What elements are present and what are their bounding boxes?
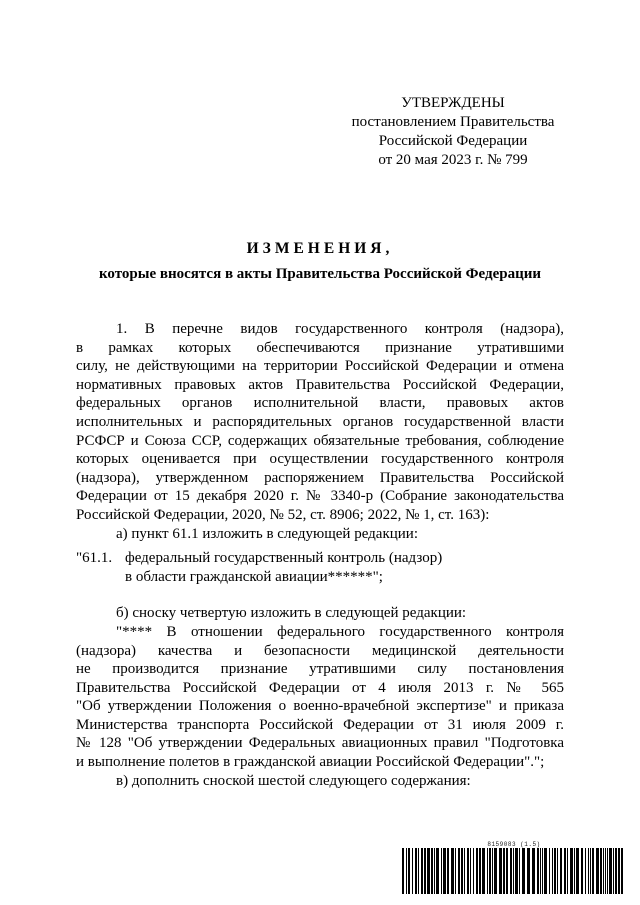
barcode-number: 8159083 (1.5) bbox=[487, 841, 541, 848]
text-line: не производится признание утратившими силу постановления bbox=[76, 661, 564, 678]
text-line: 1. В перечне видов государственного контроля (надзора), bbox=[116, 321, 564, 337]
paragraph-2 bbox=[76, 623, 564, 772]
text-line: в рамках которых обеспечиваются признание утратившими bbox=[76, 339, 564, 356]
text-line: нормативных правовых актов Правительства Российской Федерации, bbox=[76, 376, 564, 393]
subpoint-b: б) сноску четвертую изложить в следующей редакции: bbox=[116, 605, 467, 622]
barcode-icon bbox=[402, 848, 626, 894]
approval-line: Российской Федерации bbox=[378, 133, 528, 149]
item-text bbox=[125, 549, 442, 586]
text-line: (надзора) качества и безопасности медицинской деятельности bbox=[76, 642, 564, 659]
subpoint-a: а) пункт 61.1 изложить в следующей редакции: bbox=[116, 525, 418, 542]
text-line: которых оценивается при осуществлении государственного контроля bbox=[76, 451, 564, 468]
item-number: "61.1. bbox=[76, 550, 113, 567]
text-line: федеральных органов исполнительной власти, правовых актов bbox=[76, 395, 564, 412]
text-line: № 128 "Об утверждении Федеральных авиационных правил "Подготовка bbox=[76, 735, 564, 752]
text-line: федеральный государственный контроль (надзор) bbox=[125, 550, 443, 567]
text-line: Российской Федерации, 2020, № 52, ст. 8906; 2022, № 1, ст. 163): bbox=[76, 506, 490, 523]
barcode-block bbox=[402, 841, 626, 894]
text-line: и выполнение полетов в гражданской авиации Российской Федерации"."; bbox=[76, 754, 545, 771]
paragraph-1 bbox=[76, 320, 564, 525]
subpoint-v: в) дополнить сноской шестой следующего содержания: bbox=[116, 772, 471, 789]
approval-date: от 20 мая 2023 г. № 799 bbox=[378, 152, 528, 168]
text-line: силу, не действующими на территории Российской Федерации и отмена bbox=[76, 358, 564, 375]
text-line: РСФСР и Союза ССР, содержащих обязательные требования, соблюдение bbox=[76, 432, 564, 449]
list-item-61-1 bbox=[76, 549, 564, 586]
text-line: "Об утверждении Положения о военно-врачебной экспертизе" и приказа bbox=[76, 698, 564, 715]
document-subtitle: которые вносятся в акты Правительства Российской Федерации bbox=[98, 266, 542, 282]
text-line: Министерства транспорта Российской Федерации от 31 июля 2009 г. bbox=[76, 716, 564, 733]
document-body bbox=[76, 320, 564, 790]
text-line: Правительства Российской Федерации от 4 июля 2013 г. № 565 bbox=[76, 679, 564, 696]
text-line: (надзора), утвержденном распоряжением Правительства Российской bbox=[76, 469, 564, 486]
text-line: исполнительных и распорядительных органов государственной власти bbox=[76, 413, 564, 430]
text-line: Федерации от 15 декабря 2020 г. № 3340-р (Собрание законодательства bbox=[76, 488, 564, 505]
approval-line: постановлением Правительства bbox=[351, 114, 555, 130]
document-title: ИЗМЕНЕНИЯ, bbox=[246, 240, 394, 257]
text-line: в области гражданской авиации******"; bbox=[125, 568, 383, 585]
approval-title: УТВЕРЖДЕНЫ bbox=[401, 95, 505, 111]
text-line: "**** В отношении федерального государственного контроля bbox=[116, 623, 564, 640]
approval-stamp bbox=[300, 94, 606, 170]
